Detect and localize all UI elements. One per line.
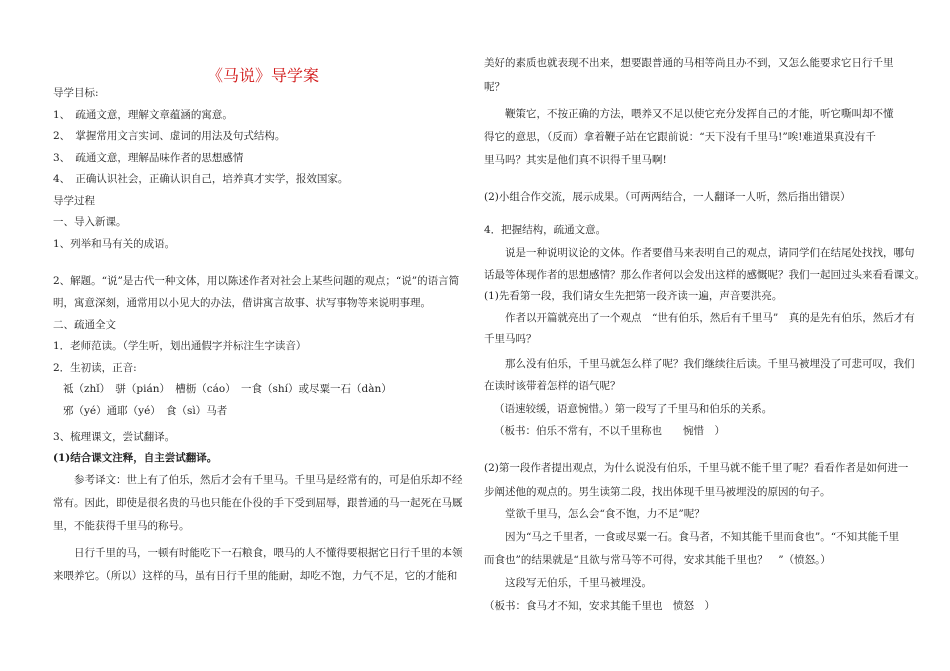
board-note-2: （板书：食马才不知，安求其能千里也 愤怒 ） [484, 600, 715, 612]
paragraph-line: (1)先看第一段，我们请女生先把第一段齐读一遍，声音要洪亮。 [484, 290, 783, 302]
document-title: 《马说》导学案 [206, 66, 319, 85]
paragraph-line: 明，寓意深刻，通常用以小见大的办法，借讲寓言故事、状写事物等来说明事理。 [53, 297, 431, 309]
paragraph-line: 美好的素质也就表现不出来，想要跟普通的马相等尚且办不到，又怎么能要求它日行千里 [484, 57, 894, 69]
paragraph-line: (2)第一段作者提出观点，为什么说没有伯乐，千里马就不能千里了呢？看看作者是如何进一 [484, 462, 909, 474]
step-heading-structure: 4．把握结构，疏通文意。 [484, 224, 607, 236]
paragraph-line: 这段写无伯乐，千里马被埋没。 [505, 577, 652, 589]
paragraph-line: 作者以开篇就亮出了一个观点 “世有伯乐，然后有千里马” 真的是先有伯乐，然后才有 [505, 312, 915, 324]
paragraph-line: 千里马吗？ [484, 333, 537, 345]
paragraph-line: 来喂养它。（所以）这样的马，虽有日行千里的能耐，却吃不饱，力气不足，它的才能和 [53, 570, 458, 582]
board-note-1: （板书：伯乐不常有，不以千里称也 惋惜 ） [494, 425, 725, 437]
paragraph-line: 里马吗？其实是他们真不识得千里马啊! [484, 154, 667, 166]
paragraph-line: 话最等体现作者的思想感情？那么作者何以会发出这样的感慨呢？我们一起回过头来看看课文。 [484, 269, 925, 281]
pronunciation-line: 祗（zhǐ） 骈（pián） 槽枥（cáo） 一食（shí）或尽粟一石（dàn） [63, 383, 392, 395]
read-item-2: 2．生初读，正音: [53, 362, 137, 374]
paragraph-line: 步阐述他的观点的。男生读第二段，找出体现千里马被埋没的原因的句子。 [484, 486, 831, 498]
read-item-3: 3、梳理课文，尝试翻译。 [53, 431, 176, 443]
intro-item-1: 1、列举和马有关的成语。 [53, 238, 176, 250]
goal-item-1: 1、 疏通文意，理解文章蕴涵的寓意。 [53, 109, 233, 121]
paragraph-line: 堂欲千里马，怎么会“食不饱，力不足”呢？ [505, 508, 705, 520]
paragraph-line: 参考译文：世上有了伯乐，然后才会有千里马。千里马是经常有的，可是伯乐却不经 [74, 474, 463, 486]
paragraph-line: 因为“马之千里者，一食或尽粟一石。食马者，不知其能千里而食也”。“不知其能千里 [505, 531, 900, 543]
paragraph-line: 日行千里的马，一顿有时能吃下一石粮食，喂马的人不懂得要根据它日行千里的本领 [74, 547, 463, 559]
paragraph-line: 说是一种说明议论的文体。作者要借马来表明自己的观点，请同学们在结尾处找找，哪句 [505, 247, 915, 259]
read-item-1: 1．老师范读。（学生听，划出通假字并标注生字读音） [53, 340, 307, 352]
paragraph-line: （语速较缓，语意惋惜。）第一段写了千里马和伯乐的关系。 [494, 403, 773, 415]
paragraph-line: 里，不能获得千里马的称号。 [53, 520, 190, 532]
paragraph-line: 呢？ [484, 81, 505, 93]
goal-item-2: 2、 掌握常用文言实词、虚词的用法及句式结构。 [53, 130, 286, 142]
paragraph-line: 常有。因此，即使是很名贵的马也只能在仆役的手下受到屈辱，跟普通的马一起死在马厩 [53, 497, 463, 509]
step-heading-intro: 一、导入新课。 [53, 216, 127, 228]
subheading-translate: (1)结合课文注释，自主尝试翻译。 [53, 452, 218, 464]
paragraph-line: 那么没有伯乐，千里马就怎么样了呢？我们继续往后读。千里马被埋没了可悲可叹，我们 [505, 358, 915, 370]
paragraph-line: 得它的意思，（反而）拿着鞭子站在它跟前说：“天下没有千里马!”唉!难道果真没有千 [484, 131, 876, 143]
paragraph-line: 而食也”的结果就是“且欲与常马等不可得，安求其能千里也？ ”（愤怒。） [484, 554, 831, 566]
goal-item-3: 3、 疏通文意，理解品味作者的思想感情 [53, 152, 244, 164]
pronunciation-line: 邪（yé）通耶（yé） 食（sì）马者 [63, 405, 228, 417]
section-heading-process: 导学过程 [53, 195, 95, 207]
paragraph-line: 2、解题。“说”是古代一种文体，用以陈述作者对社会上某些问题的观点；“说”的语言简 [53, 275, 460, 287]
goal-item-4: 4、 正确认识社会，正确认识自己，培养真才实学，报效国家。 [53, 173, 349, 185]
group-work-note: (2)小组合作交流，展示成果。（可两两结合，一人翻译一人听，然后指出错误） [484, 191, 851, 203]
paragraph-line: 在读时该带着怎样的语气呢？ [484, 380, 621, 392]
section-heading-goals: 导学目标: [53, 87, 99, 99]
step-heading-read: 二、疏通全文 [53, 319, 116, 331]
paragraph-line: 鞭策它，不按正确的方法，喂养又不足以使它充分发挥自己的才能，听它嘶叫却不懂 [505, 108, 894, 120]
